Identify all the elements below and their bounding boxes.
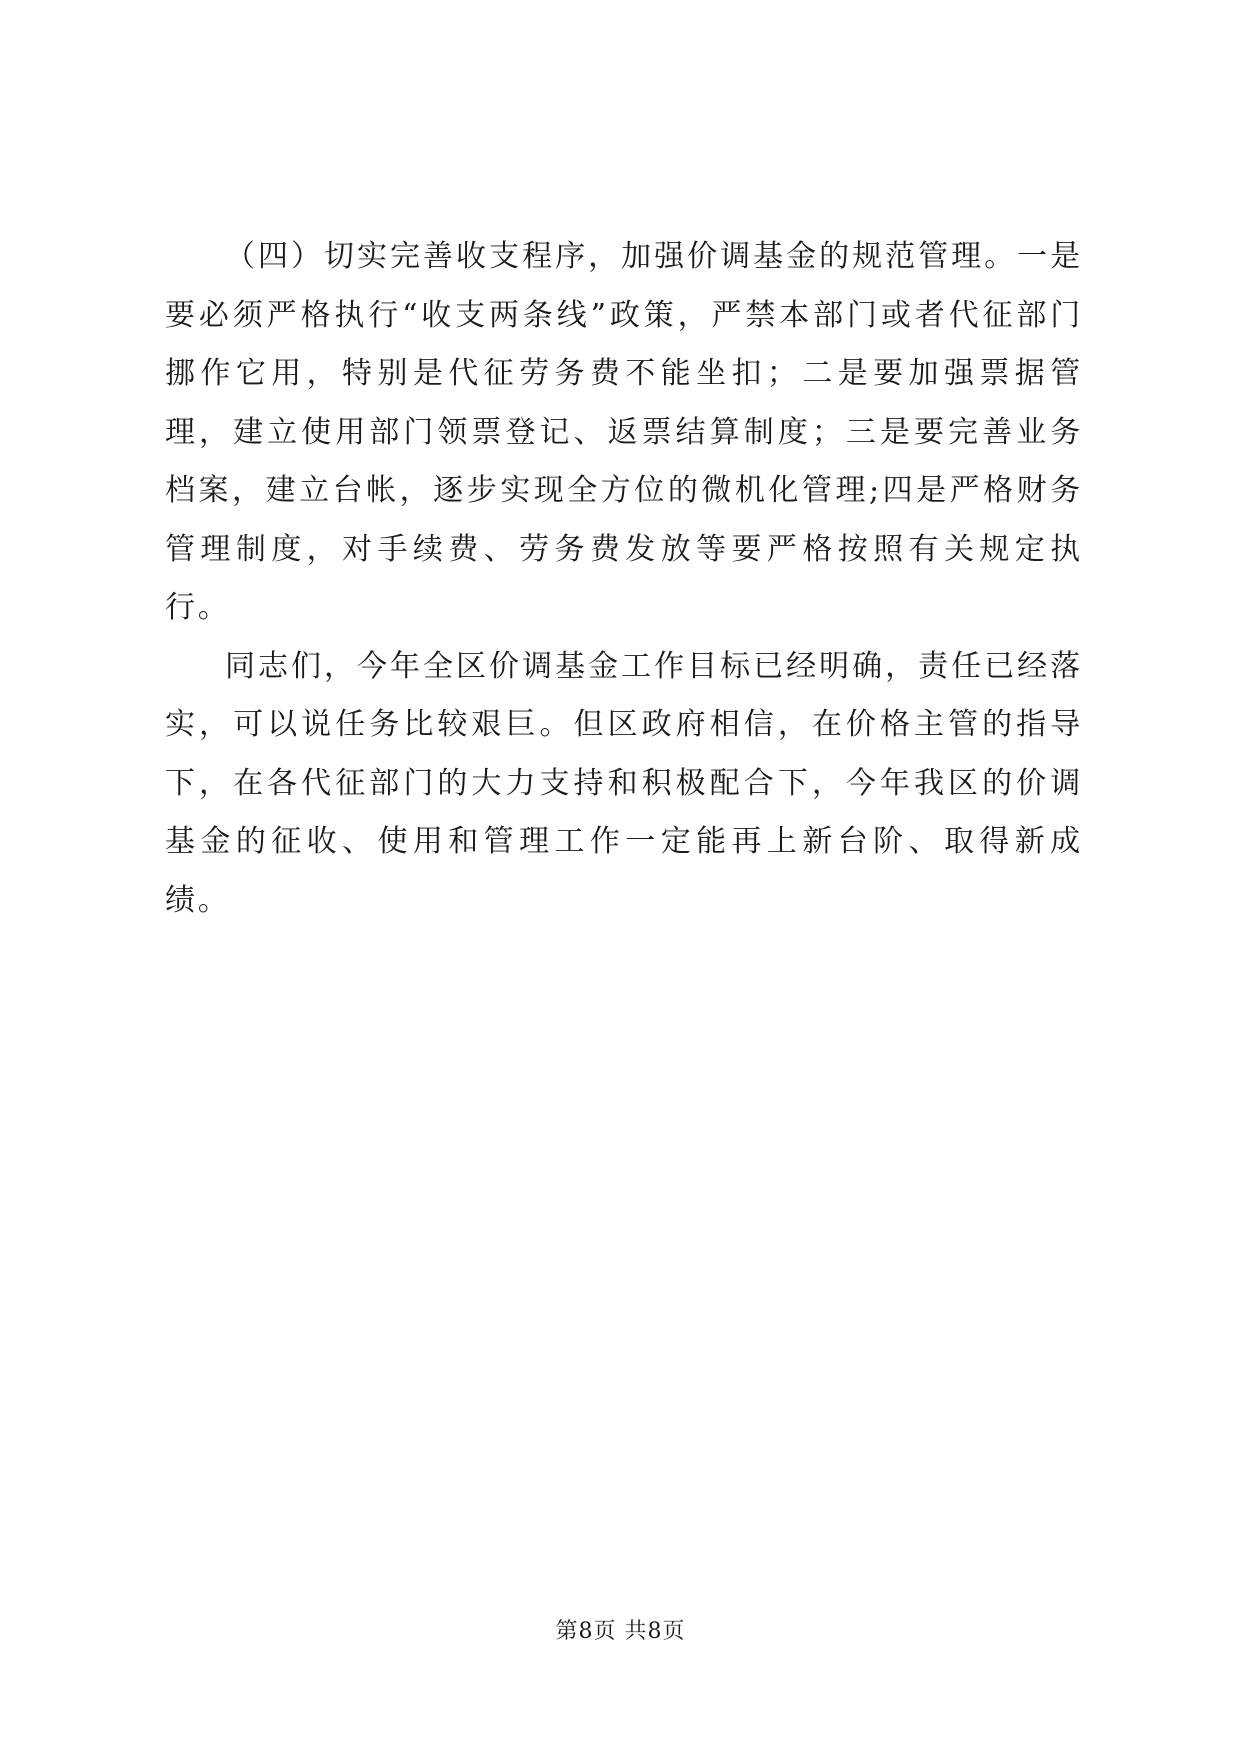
document-body (165, 228, 1083, 930)
paragraph-section-four: （四）切实完善收支程序，加强价调基金的规范管理。一是要必须严格执行“收支两条线”政策，严禁本部门或者代征部门挪作它用，特别是代征劳务费不能坐扣；二是要加强票据管理，建立使用部门领票登记、返票结算制度；三是要完善业务档案，建立台帐，逐步实现全方位的微机化管理;四是严格财务管理制度，对手续费、劳务费发放等要严格按照有关规定执行。 (165, 239, 1083, 625)
paragraph-closing: 同志们，今年全区价调基金工作目标已经明确，责任已经落实，可以说任务比较艰巨。但区政府相信，在价格主管的指导下，在各代征部门的大力支持和积极配合下，今年我区的价调基金的征收、使用和管理工作一定能再上新台阶、取得新成绩。 (165, 648, 1083, 918)
page-footer: 第8页 共8页 (555, 1619, 686, 1644)
